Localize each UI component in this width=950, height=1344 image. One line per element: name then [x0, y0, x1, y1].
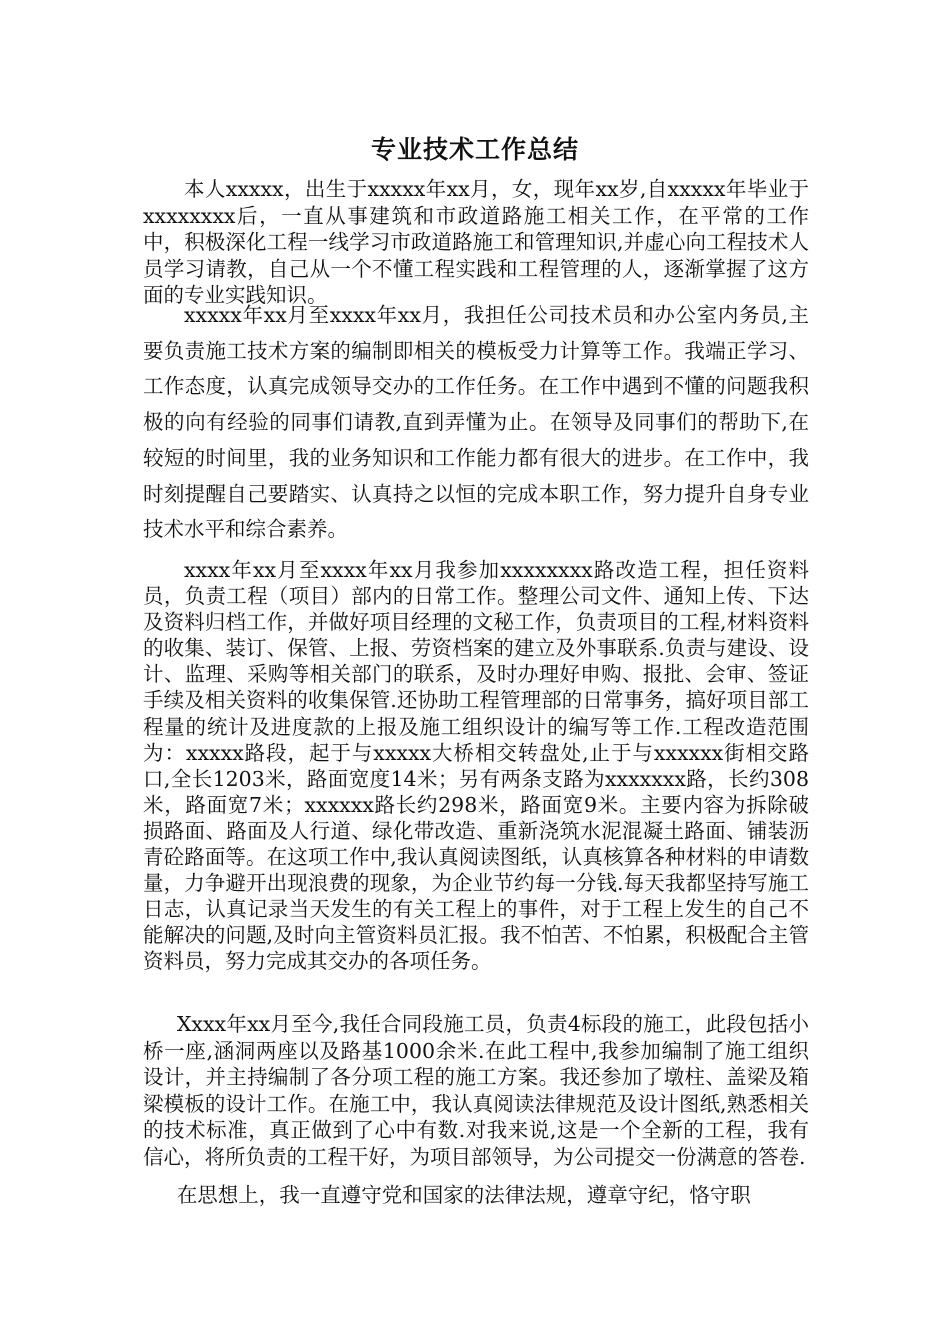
- paragraph-technician-role: xxxxx年xx月至xxxx年xx月，我担任公司技术员和办公室内务员,主要负责施工技术方案的编制即相关的模板受力计算等工作。我端正学习、工作态度，认真完成领导交办的工作任务。在工作中遇到不懂的问题我积极的向有经验的同事们请教,直到弄懂为止。在领导及同事们的帮助下,在较短的时间里，我的业务知识和工作能力都有很大的进步。在工作中，我时刻提醒自己要踏实、认真持之以恒的完成本职工作，努力提升自身专业技术水平和综合素养。: [143, 303, 809, 542]
- document-title: 专业技术工作总结: [370, 135, 579, 164]
- paragraph-ideology: 在思想上，我一直遵守党和国家的法律法规，遵章守纪，恪守职: [176, 1183, 751, 1207]
- paragraph-road-project: xxxx年xx月至xxxx年xx月我参加xxxxxxxx路改造工程，担任资料员，负责工程（项目）部内的日常工作。整理公司文件、通知上传、下达及资料归档工作，并做好项目经理的文秘工作，负责项目的工程,材料资料的收集、装订、保管、上报、劳资档案的建立及外事联系.负责与建设、设计、监理、采购等相关部门的联系，及时办理好申购、报批、会审、签证手续及相关资料的收集保管.还协助工程管理部的日常事务，搞好项目部工程量的统计及进度款的上报及施工组织设计的编写等工作.工程改造范围为：xxxxx路段，起于与xxxxx大桥相交转盘处,止于与xxxxxx街相交路口,全长1203米，路面宽度14米；另有两条支路为xxxxxxx路，长约308米，路面宽7米；xxxxxx路长约298米，路面宽9米。主要内容为拆除破损路面、路面及人行道、绿化带改造、重新浇筑水泥混凝土路面、铺装沥青砼路面等。在这项工作中,我认真阅读图纸，认真核算各种材料的申请数量，力争避开出现浪费的现象，为企业节约每一分钱.每天我都坚持写施工日志，认真记录当天发生的有关工程上的事件，对于工程上发生的自己不能解决的问题,及时向主管资料员汇报。我不怕苦、不怕累，积极配合主管资料员，努力完成其交办的各项任务。: [143, 558, 809, 974]
- paragraph-intro: 本人xxxxx，出生于xxxxx年xx月，女，现年xx岁,自xxxxx年毕业于xxxxxxxx后，一直从事建筑和市政道路施工相关工作，在平常的工作中，积极深化工程一线学习市政道路施工和管理知识,并虚心向工程技术人员学习请教，自己从一个不懂工程实践和工程管理的人，逐渐掌握了这方面的专业实践知识。: [143, 177, 809, 307]
- paragraph-construction-role: Xxxx年xx月至今,我任合同段施工员，负责4标段的施工，此段包括小桥一座,涵洞两座以及路基1000余米.在此工程中,我参加编制了施工组织设计，并主持编制了各分项工程的施工方案。我还参加了墩柱、盖梁及箱梁模板的设计工作。在施工中，我认真阅读法律规范及设计图纸,熟悉相关的技术标准，真正做到了心中有数.对我来说,这是一个全新的工程，我有信心，将所负责的工程干好，为项目部领导，为公司提交一份满意的答卷.: [143, 1012, 809, 1169]
